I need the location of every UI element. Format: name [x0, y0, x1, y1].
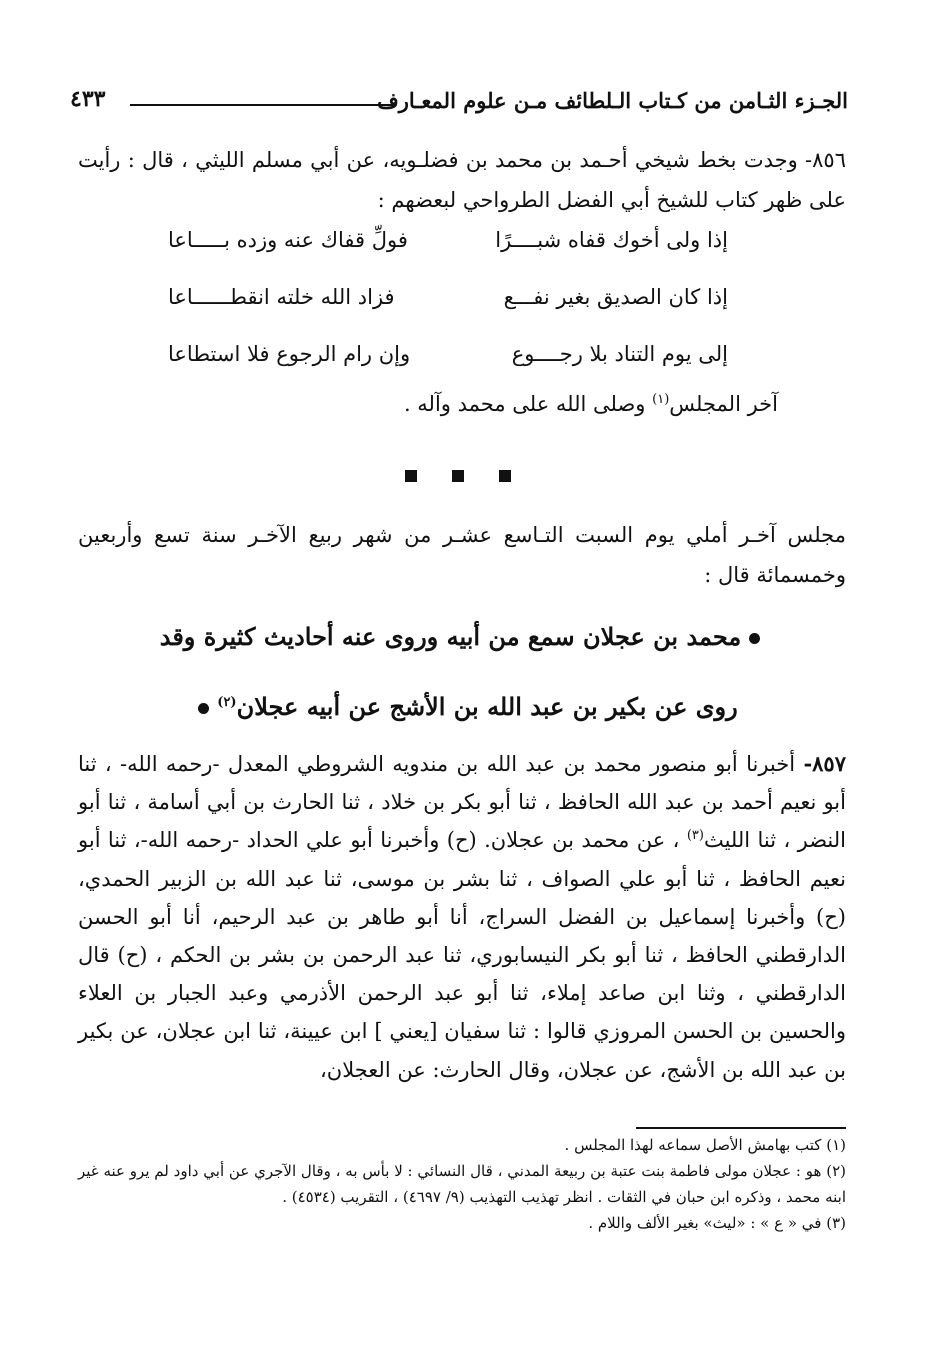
heading-line-1-text: محمد بن عجلان سمع من أبيه وروى عنه أحاديث كثيرة وقد [159, 622, 742, 651]
paragraph-856: ٨٥٦- وجدت بخط شيخي أحـمد بن محمد بن فضلـويه، عن أبي مسلم الليثي ، قال : رأيت على ظهر كتاب للشيخ أبي الفضل الطرواحي لبعضهم : [78, 148, 846, 212]
verse-1-second-hemistich: فولِّ قفاك عنه وزده بـــــاعا [168, 228, 408, 252]
closing-text-after: وصلى الله على محمد وآله . [403, 392, 653, 416]
verse-2-first-hemistich: إذا كان الصديق بغير نفـــع [503, 285, 728, 309]
footnote-ref-1: (١) [652, 392, 670, 407]
verse-3 [168, 342, 728, 399]
separator-square-icon [452, 470, 464, 482]
footnote-ref-3: (٣) [686, 828, 704, 844]
verse-1 [168, 228, 728, 285]
closing-line [404, 392, 778, 416]
footnote-1: (١) كتب بهامش الأصل سماعه لهذا المجلس . [564, 1136, 846, 1154]
header-title: الجـزء الثـامن من كـتاب الـلطائف مـن علوم المعـارف [376, 88, 848, 113]
verse-2-second-hemistich: فزاد الله خلته انقطــــــاعا [168, 285, 395, 309]
bullet-icon [749, 633, 760, 644]
separator-square-icon [405, 470, 417, 482]
section-heading-line-1 [82, 622, 846, 651]
paragraph-857-text-1: أخبرنا أبو منصور محمد بن عبد الله بن مندويه الشروطي المعدل -رحمه الله- ، ثنا أبو نعيم أحمد بن عبد الله الحافظ ، ثنا أبو بكر بن خلاد ، ثنا الحارث بن أبي أسامة ، ثنا أبو النضر ، ثنا الليث [78, 752, 846, 853]
paragraph-857-text-2: ، عن محمد بن عجلان. (ح) وأخبرنا أبو علي الحداد -رحمه الله-، ثنا أبو نعيم الحافظ ، ثنا أبو علي الصواف ، ثنا بشر بن موسى، ثنا عبد الله بن الزبير الحمدي، (ح) وأخبرنا إسماعيل بن الفضل السراج، أنا أبو طاهر بن عبد الرحيم، أنا أبو الحسن الدارقطني الحافظ ، ثنا أبو بكر النيسابوري، ثنا عبد الرحمن بن بشر بن الحكم ، (ح) قال الدارقطني ، وثنا ابن صاعد إملاء، ثنا أبو عبد الرحمن الأذرمي وعبد الجبار بن العلاء والحسين بن الحسن المروزي قالوا : ثنا سفيان [يعني ] ابن عيينة، ثنا ابن عجلان، عن بكير بن عبد الله بن الأشج، عن عجلان، وقال الحارث: عن العجلان، [78, 828, 846, 1082]
section-separator [405, 470, 515, 486]
separator-square-icon [499, 470, 511, 482]
footnote-rule [636, 1127, 846, 1129]
page-number: ٤٣٣ [70, 86, 106, 112]
verse-1-first-hemistich: إذا ولى أخوك قفاه شبــــرًا [495, 228, 728, 252]
footnotes [78, 1132, 846, 1236]
footnote-2: (٢) هو : عجلان مولى فاطمة بنت عتبة بن ربيعة المدني ، قال النسائي : لا بأس به ، وقال الآجري عن أبي داود لم يرو عنه غير ابنه محمد ، وذكره ابن حبان في الثقات . انظر تهذيب التهذيب (٩/ ٤٦٩٧) ، التقريب (٤٥٣٤) . [78, 1162, 846, 1206]
footnote-3: (٣) في « ع » : «ليث» بغير الألف واللام . [588, 1214, 846, 1232]
hadith-number: ٨٥٧- [803, 751, 846, 776]
footnote-ref-2: (٢) [217, 695, 237, 710]
verse-2 [168, 285, 728, 342]
session-intro: مجلس آخـر أملي يوم السبت التـاسع عشـر من شهر ربيع الآخـر سنة تسع وأربعين وخمسمائة قال : [78, 523, 846, 587]
verse-3-second-hemistich: وإن رام الرجوع فلا استطاعا [168, 342, 411, 366]
verse-3-first-hemistich: إلى يوم التناد بلا رجــــوع [511, 342, 728, 366]
paragraph-857 [78, 745, 846, 1089]
section-heading-line-2 [82, 692, 846, 721]
poem-verses [168, 228, 728, 399]
bullet-icon [198, 703, 209, 714]
running-header [70, 86, 848, 120]
heading-line-2-text: روى عن بكير بن عبد الله بن الأشج عن أبيه عجلان [236, 692, 738, 721]
closing-text-before: آخر المجلس [669, 392, 778, 416]
header-rule [130, 104, 396, 106]
